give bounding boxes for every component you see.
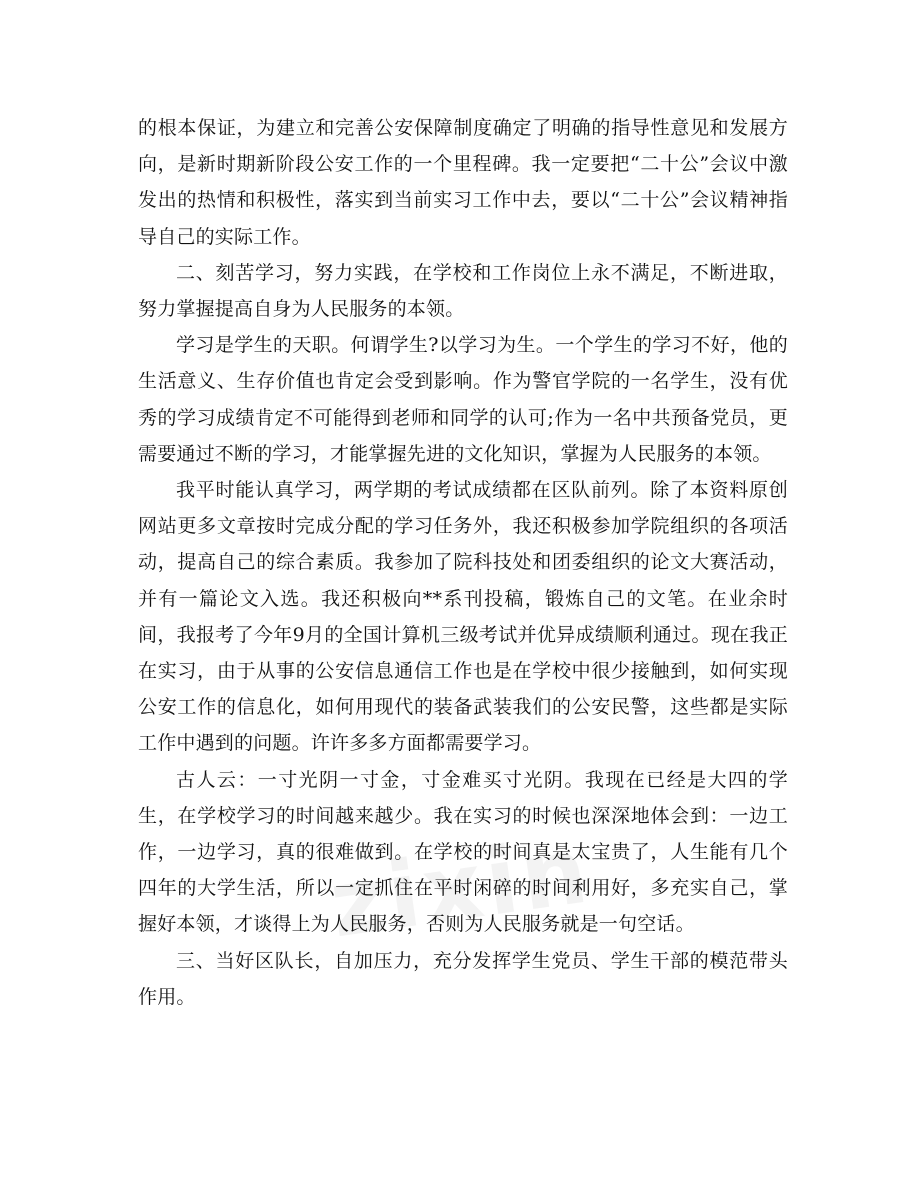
document-body <box>138 110 788 1015</box>
paragraph-6: 三、当好区队长，自加压力，充分发挥学生党员、学生干部的模范带头作用。 <box>138 949 788 1008</box>
paragraph-1: 的根本保证，为建立和完善公安保障制度确定了明确的指导性意见和发展方向，是新时期新阶段公安工作的一个里程碑。我一定要把“二十公”会议中激发出的热情和积极性，落实到当前实习工作中去，要以“二十公”会议精神指导自己的实际工作。 <box>138 117 788 248</box>
paragraph-5: 古人云：一寸光阴一寸金，寸金难买寸光阴。我现在已经是大四的学生，在学校学习的时间越来越少。我在实习的时候也深深地体会到：一边工作，一边学习，真的很难做到。在学校的时间真是太宝贵了，人生能有几个四年的大学生活，所以一定抓住在平时闲碎的时间利用好，多充实自己，掌握好本领，才谈得上为人民服务，否则为人民服务就是一句空话。 <box>138 768 788 936</box>
paragraph-4: 我平时能认真学习，两学期的考试成绩都在区队前列。除了本资料原创网站更多文章按时完成分配的学习任务外，我还积极参加学院组织的各项活动，提高自己的综合素质。我参加了院科技处和团委组织的论文大赛活动，并有一篇论文入选。我还积极向**系刊投稿，锻炼自己的文笔。在业余时间，我报考了今年9月的全国计算机三级考试并优异成绩顺利通过。现在我正在实习，由于从事的公安信息通信工作也是在学校中很少接触到，如何实现公安工作的信息化，如何用现代的装备武装我们的公安民警，这些都是实际工作中遇到的问题。许许多多方面都需要学习。 <box>138 479 788 755</box>
paragraph-3: 学习是学生的天职。何谓学生?以学习为生。一个学生的学习不好，他的生活意义、生存价值也肯定会受到影响。作为警官学院的一名学生，没有优秀的学习成绩肯定不可能得到老师和同学的认可;作为一名中共预备党员，更需要通过不断的学习，才能掌握先进的文化知识，掌握为人民服务的本领。 <box>138 334 788 465</box>
paragraph-2: 二、刻苦学习，努力实践，在学校和工作岗位上永不满足，不断进取，努力掌握提高自身为人民服务的本领。 <box>138 261 788 321</box>
